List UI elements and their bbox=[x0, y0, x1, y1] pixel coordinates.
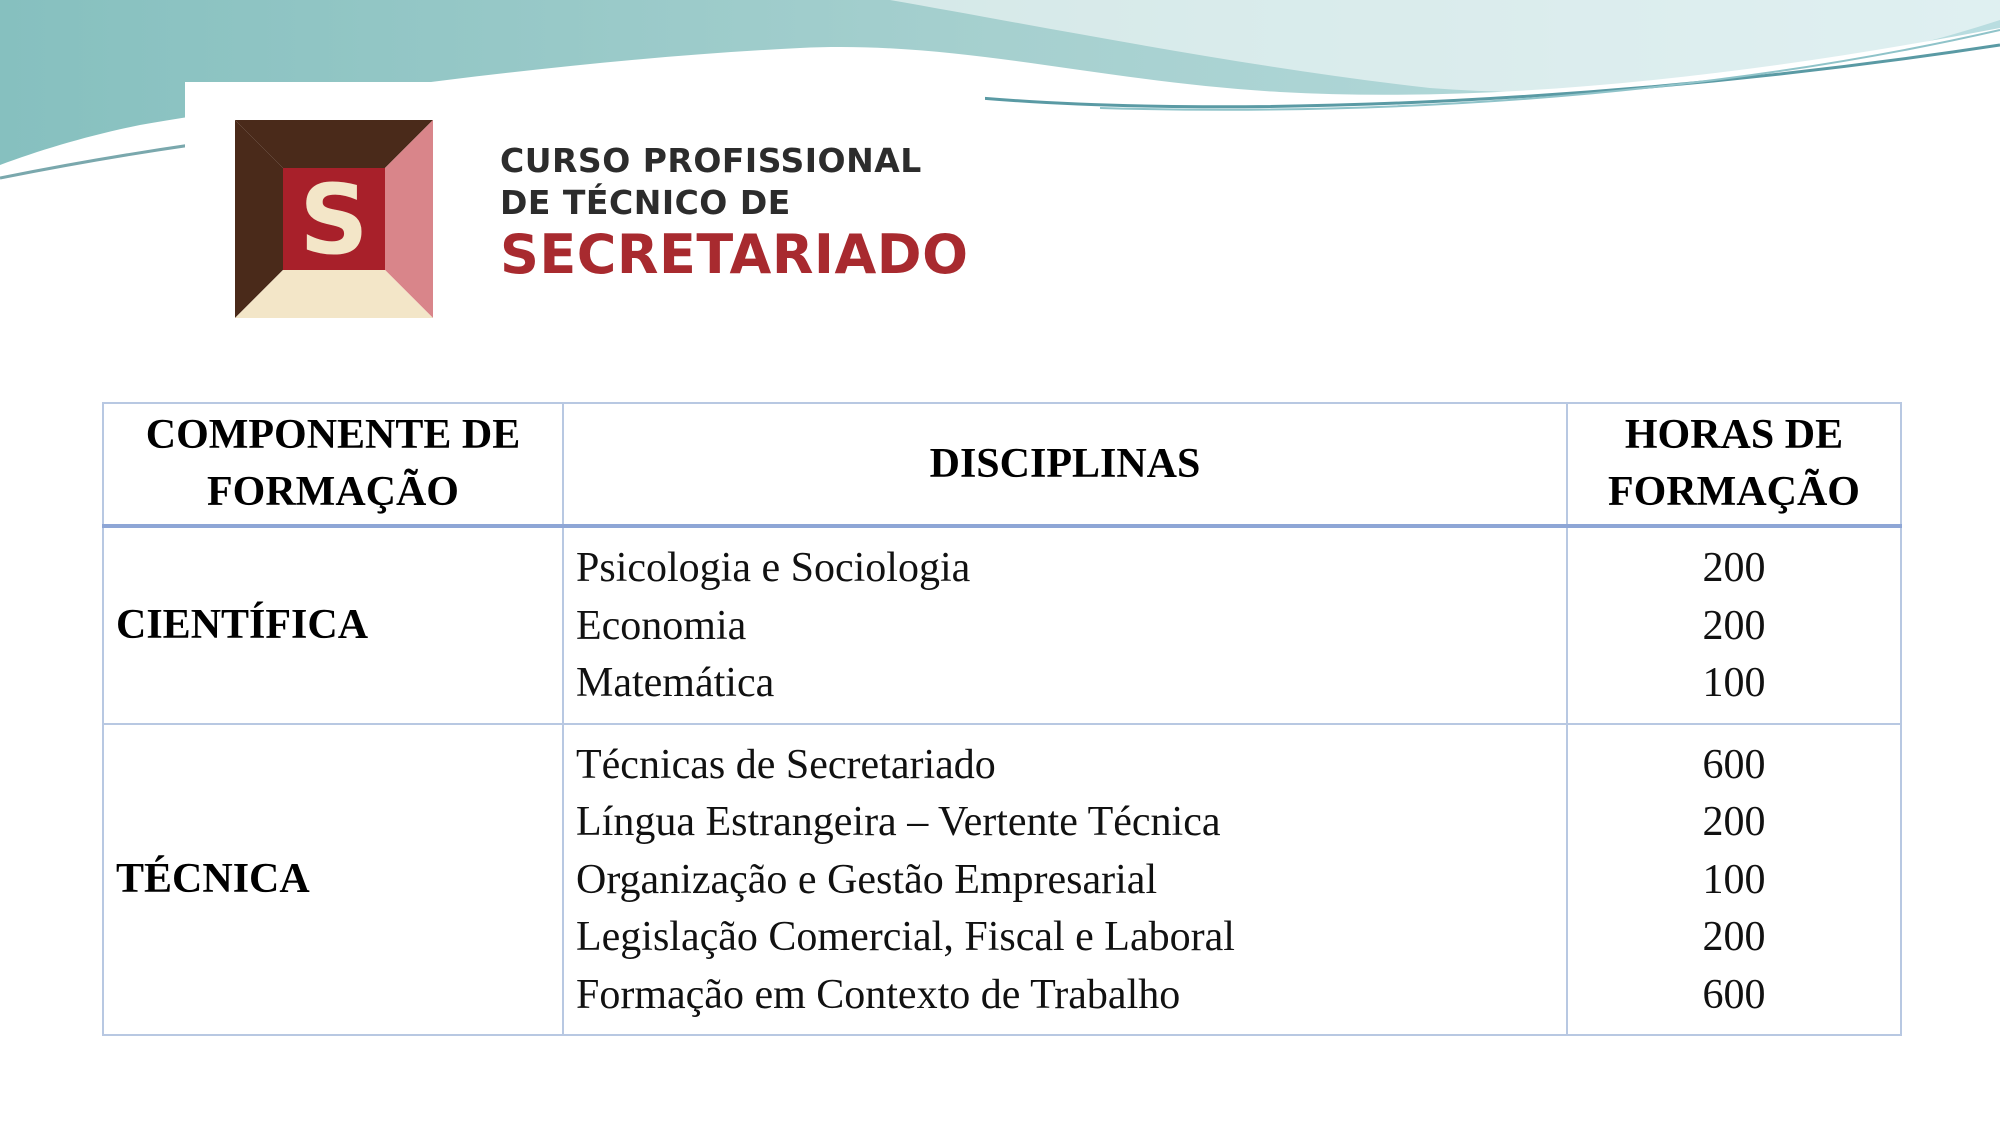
logo-letter: S bbox=[299, 164, 369, 276]
disciplines-cell bbox=[563, 526, 1567, 724]
discipline-item: Organização e Gestão Empresarial bbox=[576, 856, 1158, 903]
discipline-item: Legislação Comercial, Fiscal e Laboral bbox=[576, 914, 1235, 960]
table-header-row bbox=[103, 403, 1901, 526]
table-row-tecnica bbox=[103, 724, 1901, 1036]
logo-line-2: DE TÉCNICO DE bbox=[500, 183, 791, 222]
hours-value: 600 bbox=[1702, 741, 1766, 788]
discipline-item: Matemática bbox=[576, 660, 775, 706]
table-row-cientifica bbox=[103, 526, 1901, 724]
discipline-item: Formação em Contexto de Trabalho bbox=[576, 971, 1181, 1018]
component-tecnica: TÉCNICA bbox=[103, 724, 563, 1036]
hours-value: 100 bbox=[1702, 660, 1766, 706]
course-logo-icon bbox=[235, 120, 433, 318]
header-hours-line-2: FORMAÇÃO bbox=[1608, 469, 1860, 515]
component-cientifica: CIENTÍFICA bbox=[103, 526, 563, 724]
header-disciplines: DISCIPLINAS bbox=[563, 403, 1567, 526]
disciplines-cell bbox=[563, 724, 1567, 1036]
curriculum-table bbox=[102, 402, 1902, 1036]
hours-value: 200 bbox=[1702, 799, 1766, 845]
discipline-item: Economia bbox=[576, 602, 747, 649]
discipline-item: Psicologia e Sociologia bbox=[576, 545, 971, 591]
hours-value: 200 bbox=[1702, 545, 1766, 591]
header-hours-line-1: HORAS DE bbox=[1624, 412, 1844, 458]
logo-title bbox=[500, 140, 969, 286]
hours-value: 200 bbox=[1702, 602, 1766, 649]
hours-cell bbox=[1567, 724, 1901, 1036]
logo-line-3: SECRETARIADO bbox=[500, 223, 969, 286]
logo-line-1: CURSO PROFISSIONAL bbox=[500, 141, 922, 180]
hours-value: 600 bbox=[1702, 971, 1766, 1018]
header-component bbox=[103, 403, 563, 526]
discipline-item: Técnicas de Secretariado bbox=[576, 741, 996, 788]
hours-value: 200 bbox=[1702, 914, 1766, 960]
header-component-line-1: COMPONENTE DE bbox=[145, 412, 521, 458]
hours-value: 100 bbox=[1702, 856, 1766, 903]
hours-cell bbox=[1567, 526, 1901, 724]
header-hours bbox=[1567, 403, 1901, 526]
header-component-line-2: FORMAÇÃO bbox=[207, 469, 459, 515]
discipline-item: Língua Estrangeira – Vertente Técnica bbox=[576, 799, 1221, 845]
